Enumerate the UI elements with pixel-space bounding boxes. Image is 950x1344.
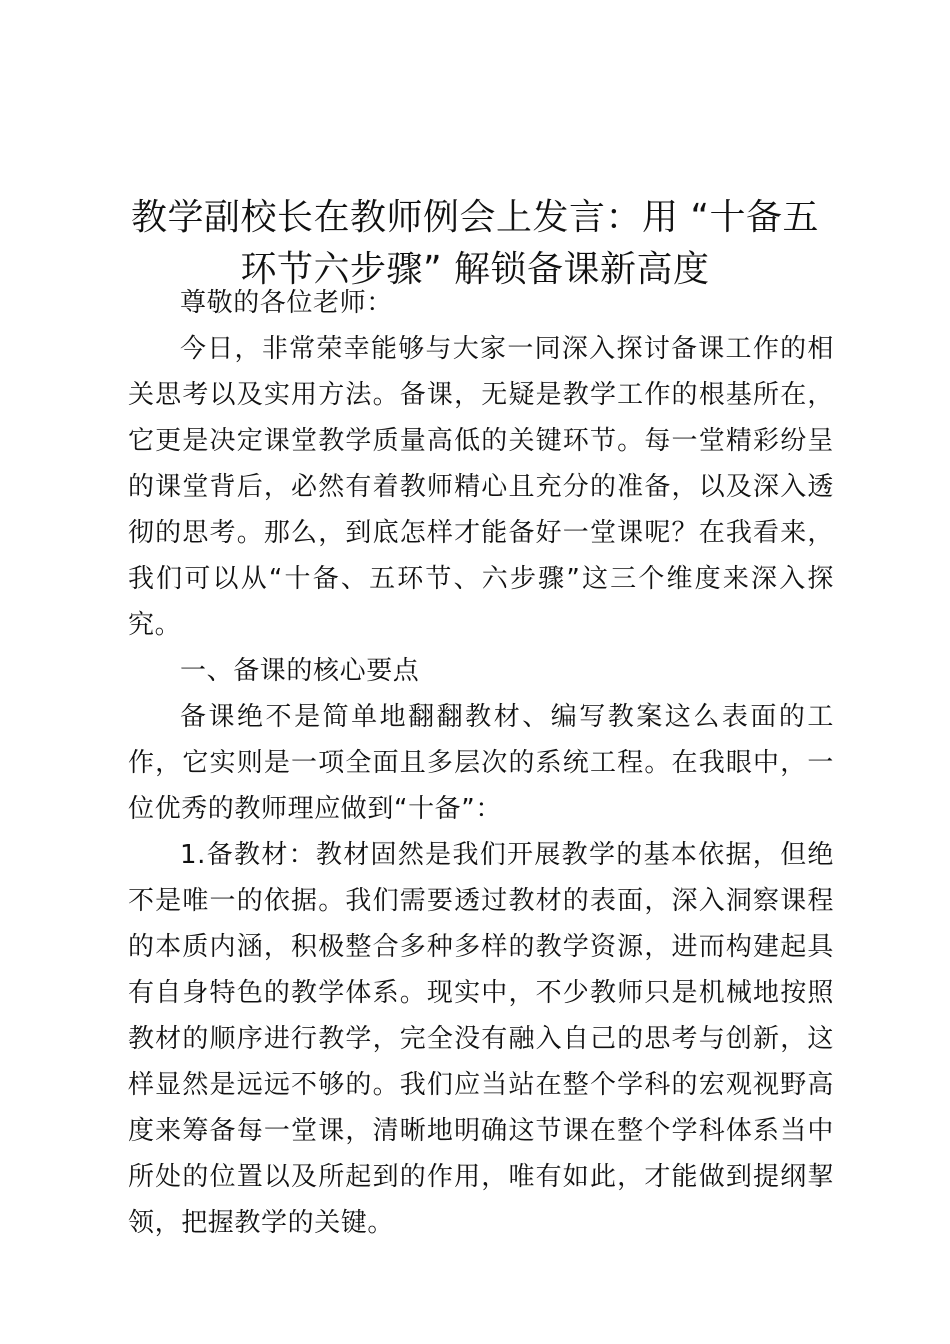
body-paragraph: 备课绝不是简单地翻翻教材、编写教案这么表面的工作，它实则是一项全面且多层次的系统工程。在我眼中，一位优秀的教师理应做到“十备”： bbox=[128, 702, 834, 824]
body-paragraph: 1.备教材：教材固然是我们开展教学的基本依据，但绝不是唯一的依据。我们需要透过教材的表面，深入洞察课程的本质内涵，积极整合多种多样的教学资源，进而构建起具有自身特色的教学体系。现实中，不少教师只是机械地按照教材的顺序进行教学，完全没有融入自己的思考与创新，这样显然是远远不够的。我们应当站在整个学科的宏观视野高度来筹备每一堂课，清晰地明确这节课在整个学科体系当中所处的位置以及所起到的作用，唯有如此，才能做到提纲挈领，把握教学的关键。 bbox=[128, 840, 834, 1238]
salutation-paragraph: 尊敬的各位老师： bbox=[180, 288, 393, 318]
section-heading: 一、备课的核心要点 bbox=[180, 656, 420, 686]
intro-paragraph: 今日，非常荣幸能够与大家一同深入探讨备课工作的相关思考以及实用方法。备课，无疑是教学工作的根基所在，它更是决定课堂教学质量高低的关键环节。每一堂精彩纷呈的课堂背后，必然有着教师精心且充分的准备，以及深入透彻的思考。那么，到底怎样才能备好一堂课呢？在我看来，我们可以从“十备、五环节、六步骤”这三个维度来深入探究。 bbox=[128, 334, 834, 640]
document-body bbox=[128, 280, 834, 1246]
document-title: 教学副校长在教师例会上发言：用 “十备五环节六步骤” 解锁备课新高度 bbox=[130, 197, 820, 291]
